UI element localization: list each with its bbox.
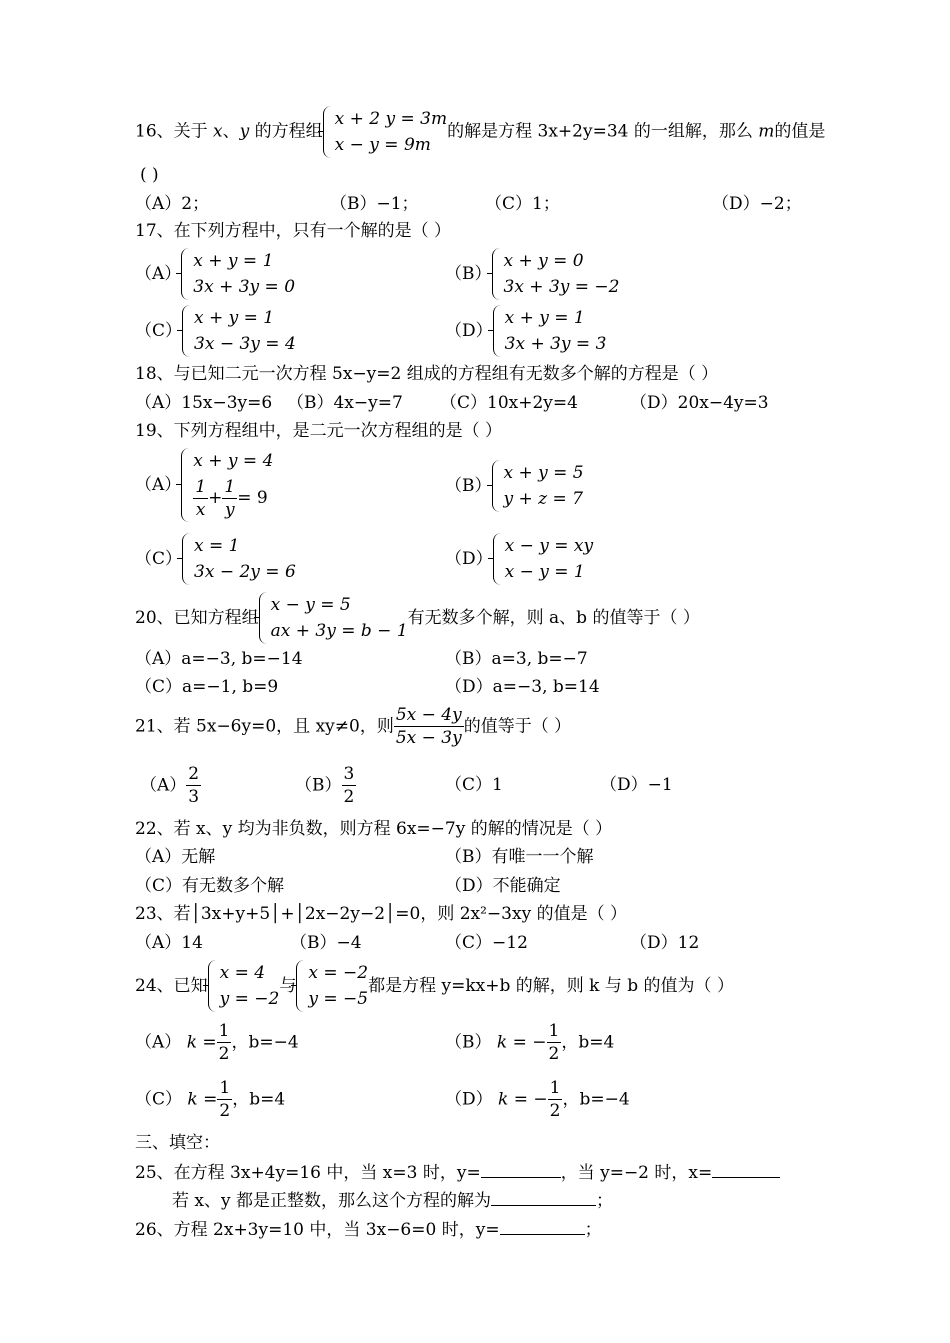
q25-blank-y[interactable] [481,1161,561,1178]
q20-option-a: （A）a=−3, b=−14 [135,649,303,669]
q20-option-d: （D）a=−3, b=14 [445,677,600,697]
q17-option-a: （A） x + y = 1 3x + 3y = 0 [135,248,295,300]
q16-paren: ( ) [140,165,159,185]
q19-option-b: （B） x + y = 5 y + z = 7 [445,460,584,512]
q24-option-c: （C） k = $\frac{1}{2}$ ，b=4 [135,1078,286,1121]
q18-option-c: （C）10x+2y=4 [440,393,578,413]
q23-option-c: （C）−12 [445,933,528,953]
q22-option-c: （C）有无数多个解 [135,876,285,896]
q25-blank-x[interactable] [712,1161,780,1178]
q23-option-b: （B）−4 [290,933,362,953]
q16-option-c: （C）1； [485,194,560,214]
q19-option-d: （D） x − y = xy x − y = 1 [445,533,593,585]
q17-option-c: （C） x + y = 1 3x − 3y = 4 [135,305,296,357]
q18-option-d: （D）20x−4y=3 [630,393,769,413]
q16-option-a: （A）2； [135,194,210,214]
q16-system: x + 2 y = 3m x − y = 9m [323,106,447,158]
q18-option-b: （B）4x−y=7 [287,393,403,413]
q24-option-d: （D） k = − $\frac{1}{2}$ ，b=−4 [445,1078,630,1121]
q16-option-d: （D）−2； [712,194,802,214]
q16-stem: 16、关于 x、y 的方程组 x + 2 y = 3m x − y = 9m 的解是方程 3x+2y=34 的一组解，那么 m的值是 [135,106,825,158]
q16-option-b: （B）−1； [330,194,419,214]
q17-option-d: （D） x + y = 1 3x + 3y = 3 [445,305,606,357]
q21-option-c: （C）1 [445,775,503,795]
q22-option-b: （B）有唯一一个解 [445,847,594,867]
q22-option-a: （A）无解 [135,847,216,867]
q19-option-c: （C） x = 1 3x − 2y = 6 [135,533,296,585]
q26-blank-y[interactable] [500,1218,585,1235]
q21-option-a: （A） $\frac{2}{3}$ [140,764,200,807]
q25-blank-solution[interactable] [491,1189,596,1206]
q21-option-d: （D）−1 [600,775,673,795]
q26-line: 26、方程 2x+3y=10 中，当 3x−6=0 时，y= ； [135,1220,602,1240]
q18-stem: 18、与已知二元一次方程 5x−y=2 组成的方程组有无数多个解的方程是（ ） [135,364,719,384]
section-3-heading: 三、填空： [135,1133,220,1153]
q17-stem: 17、在下列方程中，只有一个解的是（ ） [135,221,452,241]
q24-stem: 24、已知 x = 4 y = −2 与 x = −2 y = −5 都是方程 y=kx+b 的解，则 k 与 b 的值为（ ） [135,960,734,1012]
q22-stem: 22、若 x、y 均为非负数，则方程 6x=−7y 的解的情况是（ ） [135,819,613,839]
q23-option-a: （A）14 [135,933,203,953]
q25-line1: 25、在方程 3x+4y=16 中，当 x=3 时，y= ，当 y=−2 时，x= [135,1161,780,1184]
q19-option-a: （A） x + y = 4 $\frac{1}{x}$ + $\frac{1}{y}$ = 9 [135,448,273,522]
q20-stem: 20、已知方程组 x − y = 5 ax + 3y = b − 1 有无数多个解，则 a、b 的值等于（ ） [135,592,700,644]
q24-option-a: （A） k = $\frac{1}{2}$ ，b=−4 [135,1021,299,1064]
q21-stem: 21、若 5x−6y=0，且 xy≠0，则 $\frac{5x - 4y}{5x - 3y}$ 的值等于（ ） [135,705,572,748]
q18-option-a: （A）15x−3y=6 [135,393,273,413]
q20-option-c: （C）a=−1, b=9 [135,677,279,697]
q22-option-d: （D）不能确定 [445,876,561,896]
q20-option-b: （B）a=3, b=−7 [445,649,588,669]
q24-option-b: （B） k = − $\frac{1}{2}$ ，b=4 [445,1021,615,1064]
q25-line2: 若 x、y 都是正整数，那么这个方程的解为 ； [172,1191,613,1211]
q23-stem: 23、若│3x+y+5│+│2x−2y−2│=0，则 2x²−3xy 的值是（ ） [135,904,627,924]
q23-option-d: （D）12 [630,933,700,953]
q17-option-b: （B） x + y = 0 3x + 3y = −2 [445,248,620,300]
q19-stem: 19、下列方程组中，是二元一次方程组的是（ ） [135,421,503,441]
q21-option-b: （B） $\frac{3}{2}$ [295,764,355,807]
